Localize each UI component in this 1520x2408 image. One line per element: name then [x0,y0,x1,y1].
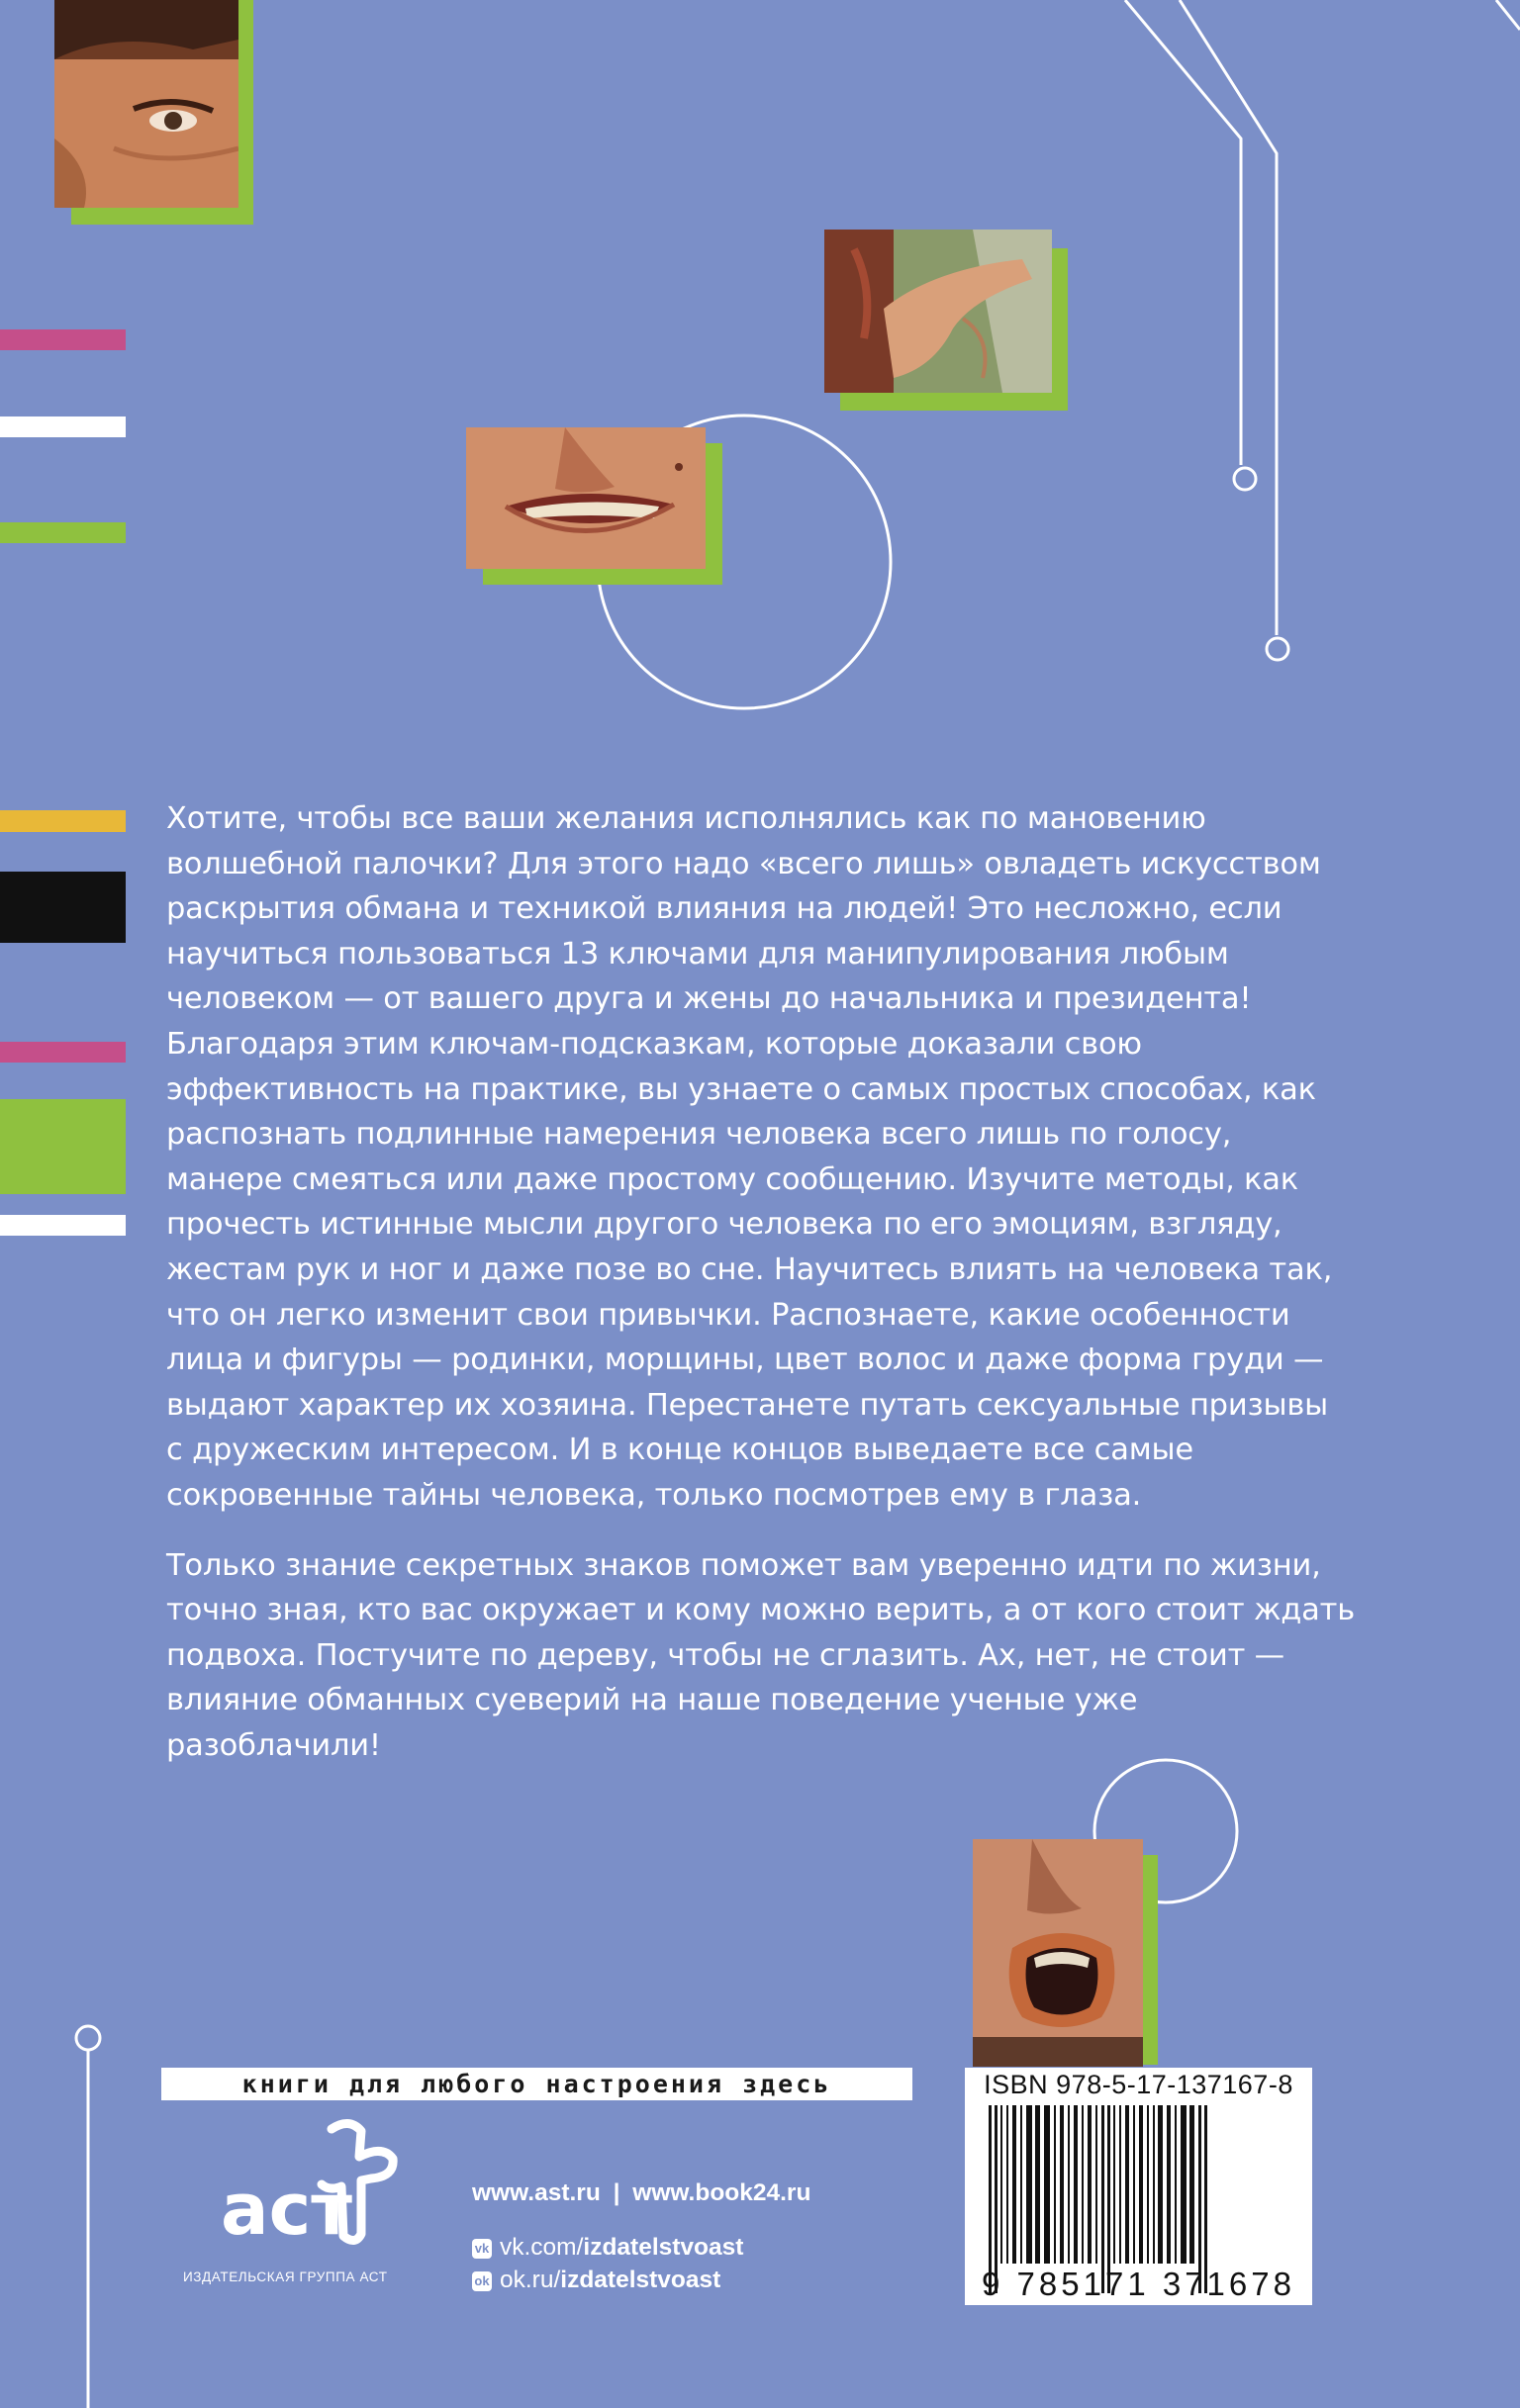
tagline-banner: книги для любого настроения здесь [161,2068,912,2100]
vk-prefix[interactable]: vk.com/ [500,2234,584,2261]
open-mouth-photo [973,1839,1143,2067]
description-line: распознать подлинные намерения человека всего лишь по голосу, [166,1117,1232,1153]
stripe-magenta-top [0,329,126,350]
description-line: сокровенные тайны человека, только посмотрев ему в глаза. [166,1477,1142,1513]
description-line: Хотите, чтобы все ваши желания исполнялись как по мановению [166,801,1206,836]
description-line: лица и фигуры — родинки, морщины, цвет волос и даже форма груди — [166,1343,1324,1378]
ok-handle[interactable]: izdatelstvoast [560,2267,721,2293]
site-link-ast[interactable]: www.ast.ru [472,2179,601,2206]
stripe-green-block [0,1099,126,1194]
description-line: Только знание секретных знаков поможет вам уверенно идти по жизни, [166,1547,1321,1583]
description-line: прочесть истинные мысли другого человека по его эмоциям, взгляду, [166,1207,1282,1243]
description-line: научиться пользоваться 13 ключами для манипулирования любым [166,936,1229,972]
description-line: влияние обманных суеверий на наше поведение ученые уже [166,1683,1138,1718]
vk-icon: vk [472,2239,492,2259]
smile-photo [466,427,706,569]
description-line: Благодаря этим ключам-подсказкам, которые доказали свою [166,1026,1142,1062]
description-line: разоблачили! [166,1727,381,1763]
description-paragraph [166,796,1333,1519]
description-line: что он легко изменит свои привычки. Распознаете, какие особенности [166,1297,1290,1333]
description-line: подвоха. Постучите по дереву, чтобы не сглазить. Ах, нет, не стоит — [166,1637,1284,1673]
description-line: с дружеским интересом. И в конце концов выведаете все самые [166,1433,1193,1468]
stripe-yellow [0,810,126,832]
book-description [166,796,1355,1793]
description-line: точно зная, кто вас окружает и кому можно верить, а от кого стоит ждать [166,1593,1355,1628]
description-line: жестам рук и ног и даже позе во сне. Научитесь влиять на человека так, [166,1251,1333,1287]
link-separator: | [613,2179,620,2206]
description-line: манере смеяться или даже простому сообщению. Изучите методы, как [166,1161,1298,1197]
stripe-white-bottom [0,1215,126,1236]
ast-logo [213,2117,401,2256]
vk-handle[interactable]: izdatelstvoast [583,2234,744,2261]
stripe-white-top [0,417,126,437]
hand-photo [824,230,1052,393]
publisher-caption: ИЗДАТЕЛЬСКАЯ ГРУППА АСТ [183,2269,388,2284]
isbn-label: ISBN 978-5-17-137167-8 [984,2070,1293,2099]
eye-photo [54,0,238,208]
site-link-book24[interactable]: www.book24.ru [632,2179,811,2206]
description-line: человеком — от вашего друга и жены до начальника и президента! [166,981,1252,1017]
stripe-magenta-mid [0,1042,126,1063]
description-paragraph [166,1543,1355,1769]
stripe-green-top [0,522,126,543]
ok-prefix[interactable]: ok.ru/ [500,2267,561,2293]
odnoklassniki-icon: ok [472,2271,492,2291]
description-line: волшебной палочки? Для этого надо «всего лишь» овладеть искусством [166,846,1321,881]
description-line: эффективность на практике, вы узнаете о самых простых способах, как [166,1071,1316,1107]
description-line: раскрытия обмана и техникой влияния на людей! Это несложно, если [166,891,1282,927]
ast-logo-text: аст [221,2168,352,2251]
barcode-box [965,2068,1312,2305]
ean-digits: 9 785171 371678 [982,2266,1295,2302]
description-line: выдают характер их хозяина. Перестанете путать сексуальные призывы [166,1387,1329,1423]
stripe-black [0,872,126,943]
